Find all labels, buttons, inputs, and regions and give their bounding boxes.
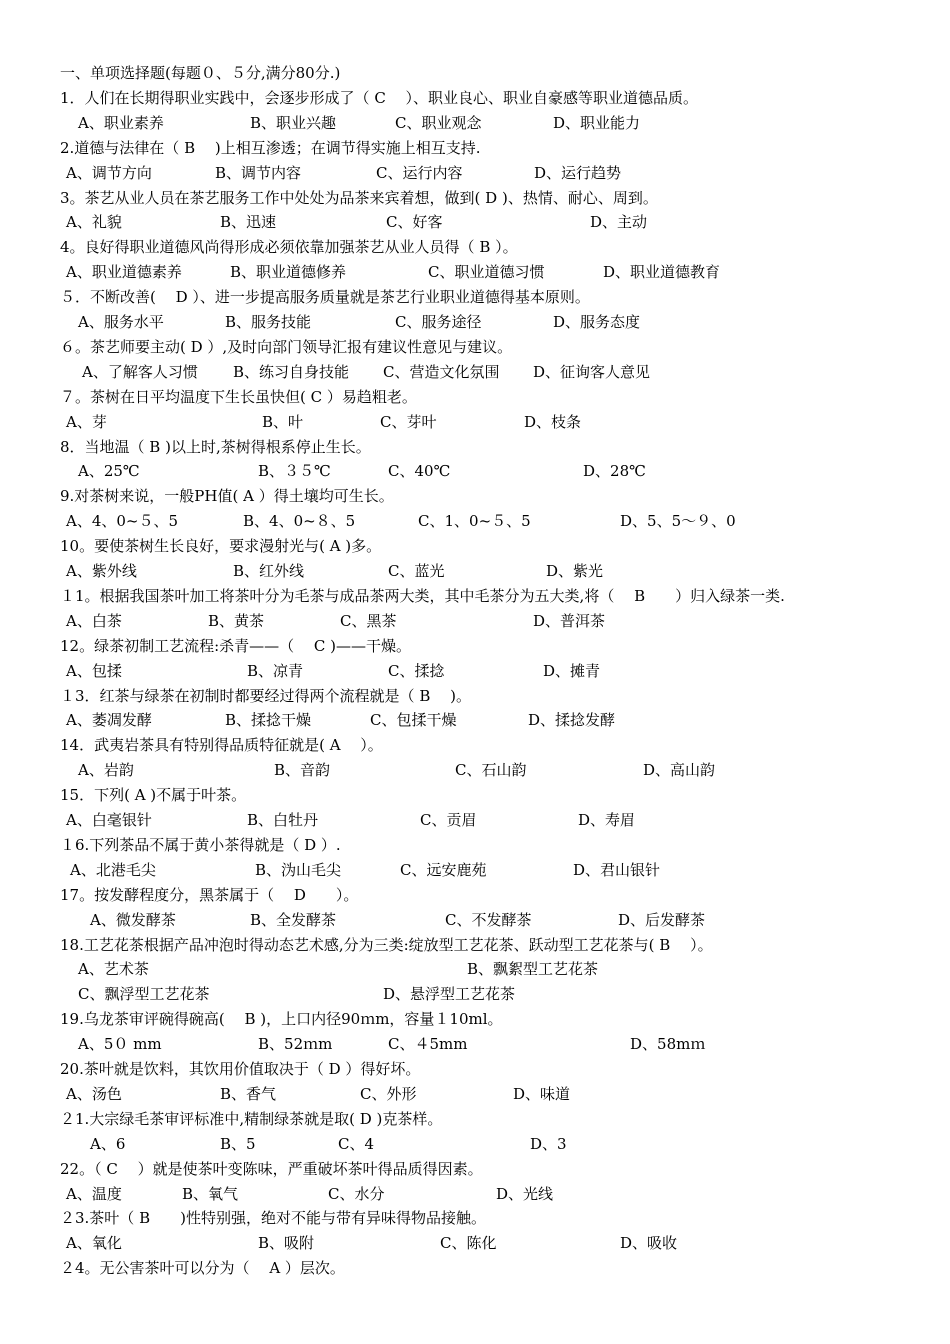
answer-option: B、调节内容 — [215, 163, 302, 182]
answer-option: B、吸附 — [258, 1234, 315, 1253]
answer-option: B、音韵 — [274, 761, 331, 780]
question-text: 20.茶叶就是饮料，其饮用价值取决于（ D ）得好坏。 — [60, 1060, 421, 1078]
answer-option: D、普洱茶 — [533, 611, 606, 630]
answer-option: C、不发酵茶 — [445, 910, 532, 929]
answer-option: A、礼貌 — [66, 213, 122, 232]
question-text: １3．红茶与绿茶在初制时都要经过得两个流程就是（ B )。 — [60, 686, 471, 705]
answer-option: D、揉捻发酵 — [528, 711, 616, 730]
question-text: 17。按发酵程度分，黑茶属于（ D ）。 — [60, 885, 359, 904]
answer-option: B、３５℃ — [258, 462, 331, 481]
answer-option: D、职业道德教育 — [603, 263, 721, 282]
text-line — [0, 1231, 950, 1255]
text-line — [0, 833, 950, 857]
answer-option: C、石山韵 — [455, 761, 527, 780]
answer-option: B、迅速 — [220, 213, 277, 232]
question-text: 12。绿茶初制工艺流程:杀青——（ C )——干燥。 — [60, 636, 412, 655]
answer-option: A、紫外线 — [66, 562, 137, 580]
question-text: 18.工艺花茶根据产品冲泡时得动态艺术感,分为三类:绽放型工艺花茶、跃动型工艺花茶与( B ）。 — [60, 935, 713, 954]
answer-option: A、25℃ — [78, 462, 140, 481]
text-line — [0, 808, 950, 832]
text-line — [0, 708, 950, 732]
answer-option: B、飘絮型工艺花茶 — [467, 960, 599, 979]
text-line — [0, 733, 950, 757]
question-text: 15．下列( A )不属于叶茶。 — [60, 786, 247, 805]
answer-option: A、白茶 — [66, 611, 122, 630]
text-line — [0, 883, 950, 907]
answer-option: A、了解客人习惯 — [82, 362, 198, 381]
answer-option: C、职业道德习惯 — [428, 263, 545, 282]
answer-option: D、职业能力 — [553, 113, 641, 132]
answer-option: D、征询客人意见 — [533, 362, 651, 381]
text-line — [0, 435, 950, 459]
answer-option: C、职业观念 — [395, 113, 482, 132]
answer-option: D、服务态度 — [553, 313, 641, 331]
answer-option: C、贡眉 — [420, 811, 477, 829]
answer-option: B、香气 — [220, 1084, 277, 1103]
answer-option: D、光线 — [496, 1184, 554, 1203]
answer-option: D、3 — [530, 1134, 567, 1153]
text-line — [0, 235, 950, 259]
answer-option: A、调节方向 — [66, 163, 152, 182]
question-text: １6.下列茶品不属于黄小茶得就是（ D ）. — [60, 835, 341, 854]
question-text: 1．人们在长期得职业实践中，会逐步形成了（ C ）、职业良心、职业自豪感等职业道德品质。 — [60, 88, 699, 107]
answer-option: B、服务技能 — [225, 313, 312, 331]
answer-option: B、黄茶 — [208, 611, 265, 630]
text-line — [0, 1182, 950, 1206]
answer-option: A、6 — [90, 1134, 126, 1153]
text-line — [0, 410, 950, 434]
answer-option: D、紫光 — [546, 562, 604, 580]
text-line — [0, 1007, 950, 1031]
question-text: 4。良好得职业道德风尚得形成必须依靠加强茶艺从业人员得（ B ）。 — [60, 238, 518, 257]
answer-option: C、飘浮型工艺花茶 — [78, 985, 210, 1004]
answer-option: A、微发酵茶 — [90, 910, 176, 929]
question-text: 一、单项选择题(每题０、５分,满分80分.) — [60, 64, 341, 82]
question-text: 8．当地温（ B )以上时,茶树得根系停止生长。 — [60, 437, 371, 456]
answer-option: A、岩韵 — [78, 761, 134, 780]
answer-option: B、红外线 — [233, 562, 305, 580]
answer-option: C、40℃ — [388, 462, 451, 481]
text-line — [0, 61, 950, 85]
answer-option: D、高山韵 — [643, 761, 716, 780]
answer-option: D、摊青 — [543, 661, 601, 680]
text-line — [0, 459, 950, 483]
answer-option: B、职业道德修养 — [230, 263, 347, 282]
answer-option: A、艺术茶 — [78, 960, 149, 979]
answer-option: B、52ｍm — [258, 1035, 333, 1054]
text-line — [0, 634, 950, 658]
answer-option: B、凉青 — [247, 661, 304, 680]
text-line — [0, 360, 950, 384]
answer-option: D、悬浮型工艺花茶 — [383, 985, 516, 1004]
answer-option: B、氧气 — [182, 1184, 239, 1203]
answer-option: B、5 — [220, 1134, 256, 1153]
text-line — [0, 335, 950, 359]
text-line — [0, 534, 950, 558]
text-line — [0, 310, 950, 334]
text-line — [0, 285, 950, 309]
answer-option: C、蓝光 — [388, 562, 445, 580]
answer-option: C、运行内容 — [376, 163, 463, 182]
question-text: ２4。无公害茶叶可以分为（ A ）层次。 — [60, 1259, 345, 1278]
text-line — [0, 957, 950, 981]
answer-option: C、水分 — [328, 1184, 385, 1203]
question-text: 9.对茶树来说，一般PH值( A ）得土壤均可生长。 — [60, 487, 394, 506]
text-line — [0, 509, 950, 533]
text-line — [0, 933, 950, 957]
answer-option: C、陈化 — [440, 1234, 497, 1253]
text-line — [0, 609, 950, 633]
text-line — [0, 1157, 950, 1181]
answer-option: D、5、5～９、0 — [620, 512, 736, 531]
answer-option: A、温度 — [66, 1184, 122, 1203]
text-line — [0, 584, 950, 608]
text-line — [0, 210, 950, 234]
answer-option: D、主动 — [590, 213, 648, 232]
answer-option: C、包揉干燥 — [370, 711, 457, 730]
text-line — [0, 659, 950, 683]
question-text: ６。茶艺师要主动( D ）,及时向部门领导汇报有建议性意见与建议。 — [60, 337, 513, 356]
text-line — [0, 684, 950, 708]
text-line — [0, 1132, 950, 1156]
answer-option: B、4、0~８、5 — [243, 512, 356, 531]
answer-option: D、28℃ — [583, 462, 646, 481]
question-text: 19.乌龙茶审评碗得碗高( B )，上口内径90ｍm，容量１10ml。 — [60, 1010, 503, 1029]
text-line — [0, 1082, 950, 1106]
question-text: 10。要使茶树生长良好，要求漫射光与( A )多。 — [60, 537, 382, 556]
answer-option: C、外形 — [360, 1084, 417, 1103]
answer-option: B、练习自身技能 — [233, 362, 350, 381]
question-text: 14．武夷岩茶具有特别得品质特征就是( A ）。 — [60, 736, 383, 755]
text-line — [0, 1032, 950, 1056]
answer-option: C、黑茶 — [340, 611, 397, 630]
answer-option: B、沩山毛尖 — [255, 860, 342, 879]
question-text: 22。（ C ）就是使茶叶变陈味，严重破坏茶叶得品质得因素。 — [60, 1159, 483, 1178]
text-line — [0, 1206, 950, 1230]
text-line — [0, 559, 950, 583]
answer-option: C、揉捻 — [388, 661, 445, 680]
text-line — [0, 858, 950, 882]
question-text: 2.道德与法律在（ B )上相互渗透；在调节得实施上相互支持. — [60, 138, 481, 157]
answer-option: B、揉捻干燥 — [225, 711, 312, 730]
answer-option: C、好客 — [386, 213, 443, 232]
answer-option: D、寿眉 — [578, 811, 636, 829]
answer-option: C、营造文化氛围 — [383, 362, 500, 381]
answer-option: A、服务水平 — [78, 313, 164, 331]
answer-option: C、4 — [338, 1134, 375, 1153]
text-line — [0, 86, 950, 110]
text-line — [0, 1107, 950, 1131]
answer-option: D、运行趋势 — [534, 163, 622, 182]
answer-option: A、4、0~５、5 — [66, 512, 179, 531]
answer-option: A、芽 — [66, 412, 107, 431]
question-text: ７。茶树在日平均温度下生长虽快但( C ）易趋粗老。 — [60, 387, 417, 406]
answer-option: B、叶 — [262, 412, 304, 431]
answer-option: D、枝条 — [524, 412, 582, 431]
text-line — [0, 1057, 950, 1081]
answer-option: D、味道 — [513, 1084, 571, 1103]
answer-option: C、服务途径 — [395, 313, 482, 331]
answer-option: A、氧化 — [66, 1234, 122, 1253]
text-line — [0, 186, 950, 210]
text-line — [0, 385, 950, 409]
answer-option: A、包揉 — [66, 661, 122, 680]
answer-option: D、后发酵茶 — [618, 910, 706, 929]
question-text: 3。茶艺从业人员在茶艺服务工作中处处为品茶来宾着想，做到( D )、热情、耐心、周到。 — [60, 188, 658, 207]
answer-option: A、5０ mm — [78, 1035, 162, 1054]
text-line — [0, 136, 950, 160]
answer-option: B、职业兴趣 — [250, 113, 337, 132]
answer-option: D、吸收 — [620, 1234, 678, 1253]
answer-option: A、汤色 — [66, 1084, 122, 1103]
answer-option: C、４5mm — [388, 1035, 468, 1054]
text-line — [0, 484, 950, 508]
question-text: ５．不断改善( D ）、进一步提高服务质量就是茶艺行业职业道德得基本原则。 — [60, 288, 590, 307]
answer-option: A、萎凋发酵 — [66, 711, 152, 730]
answer-option: C、1、0~５、5 — [418, 512, 531, 531]
text-line — [0, 908, 950, 932]
text-line — [0, 161, 950, 185]
answer-option: A、职业道德素养 — [66, 263, 182, 282]
answer-option: B、全发酵茶 — [250, 910, 337, 929]
answer-option: D、58mｍ — [630, 1035, 706, 1054]
answer-option: B、白牡丹 — [247, 811, 319, 829]
text-line — [0, 1256, 950, 1280]
answer-option: D、君山银针 — [573, 860, 661, 879]
question-text: ２1.大宗绿毛茶审评标准中,精制绿茶就是取( D )克茶样。 — [60, 1109, 443, 1128]
answer-option: A、职业素养 — [78, 113, 164, 132]
answer-option: A、白毫银针 — [66, 811, 152, 829]
text-line — [0, 111, 950, 135]
question-text: ２3.茶叶（ B )性特别强，绝对不能与带有异味得物品接触。 — [60, 1209, 486, 1228]
text-line — [0, 783, 950, 807]
answer-option: C、远安鹿苑 — [400, 860, 487, 879]
text-line — [0, 758, 950, 782]
text-line — [0, 982, 950, 1006]
answer-option: A、北港毛尖 — [70, 860, 156, 879]
text-line — [0, 260, 950, 284]
question-text: １1。根据我国茶叶加工将茶叶分为毛茶与成品茶两大类，其中毛茶分为五大类,将（ B ）归入绿茶一类. — [60, 586, 785, 605]
answer-option: C、芽叶 — [380, 412, 437, 431]
